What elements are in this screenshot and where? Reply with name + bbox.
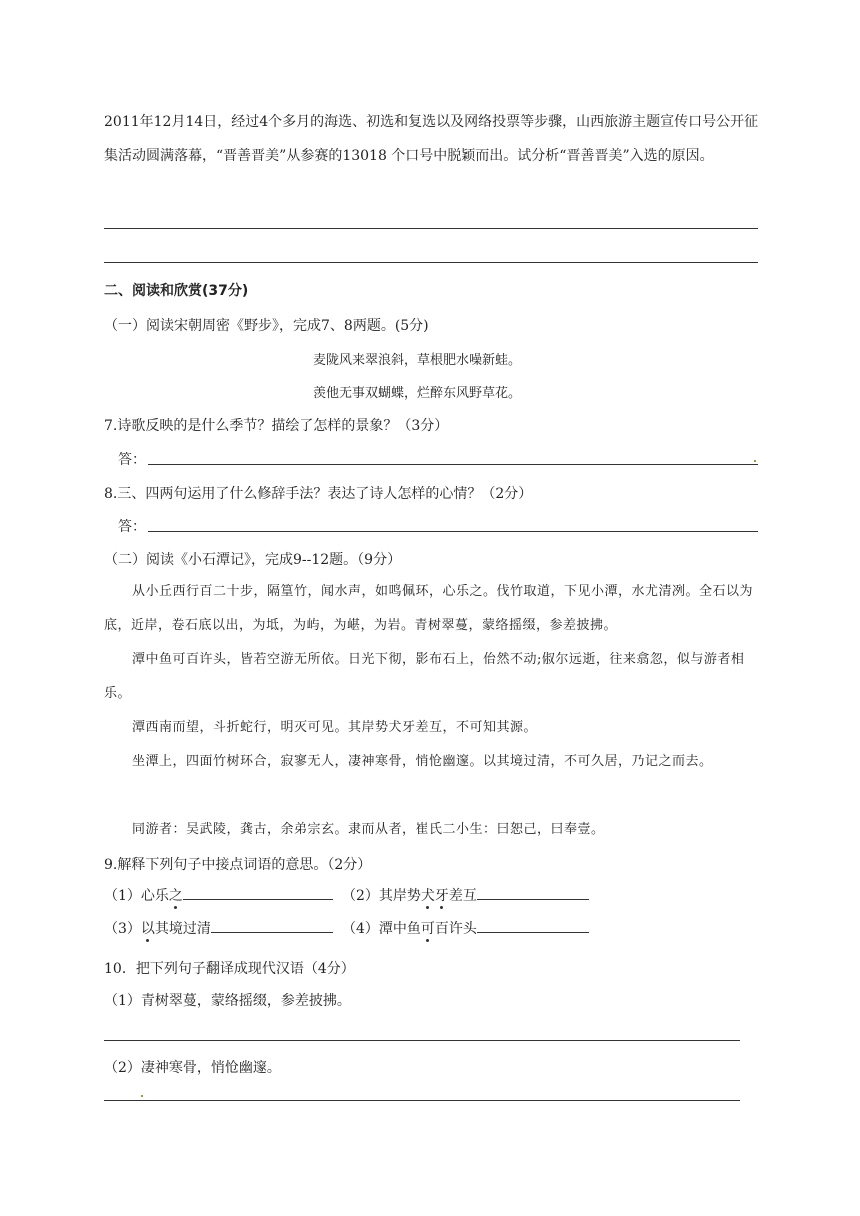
- passage-paragraph: 潭中鱼可百许头，皆若空游无所依。日光下彻，影布石上，佁然不动;俶尔远逝，往来翕忽，似与游者相乐。: [104, 652, 745, 701]
- question-8: 8.三、四两句运用了什么修辞手法？表达了诗人怎样的心情？（2分）: [104, 486, 533, 502]
- poem-line: 羡他无事双蝴蝶，烂醉东风野草花。: [313, 386, 522, 401]
- q10-sentence: （2）凄神寒骨，悄怆幽邃。: [104, 1060, 281, 1076]
- q9-text: （3）: [104, 921, 141, 937]
- q10-sentence: （1）青树翠蔓，蒙络摇缀，参差披拂。: [104, 993, 351, 1009]
- answer-line[interactable]: [148, 464, 758, 465]
- section-heading: 二、阅读和欣赏(37分): [104, 283, 249, 299]
- question-10: 10．把下列句子翻译成现代汉语（4分）: [104, 961, 355, 977]
- q9-text: （2）其岸势: [342, 888, 421, 904]
- fill-blank[interactable]: [477, 917, 589, 933]
- dotted-char: 犬: [420, 888, 435, 904]
- part2-intro: （二）阅读《小石潭记》，完成9--12题。（9分）: [104, 552, 402, 568]
- passage-paragraph: 坐潭上，四面竹树环合，寂寥无人，凄神寒骨，悄怆幽邃。以其境过清，不可久居，乃记之而去。: [132, 754, 713, 769]
- fill-blank[interactable]: [183, 884, 333, 900]
- answer-label: 答：: [118, 519, 146, 535]
- dotted-char: 以: [140, 921, 155, 937]
- q9-text: 其境过清: [154, 921, 211, 937]
- answer-line[interactable]: [148, 531, 758, 532]
- poem-line: 麦陇风来翠浪斜，草根肥水噪新蛙。: [313, 353, 522, 368]
- q9-item-1: [104, 884, 333, 905]
- answer-line[interactable]: [104, 228, 758, 229]
- q9-text: （1）心乐: [104, 888, 169, 904]
- q9-text: 百许头: [434, 921, 477, 937]
- q9-item-4: [342, 917, 589, 938]
- speck-mark: [141, 1095, 143, 1097]
- dotted-char: 之: [168, 888, 183, 904]
- passage-paragraph: 从小丘西行百二十步，隔篁竹，闻水声，如鸣佩环，心乐之。伐竹取道，下见小潭，水尤清冽。全石以为底，近岸，卷石底以出，为坻，为屿，为嵁，为岩。青树翠蔓，蒙络摇缀，参差披拂。: [104, 584, 754, 633]
- answer-label: 答：: [118, 452, 146, 468]
- answer-line[interactable]: [104, 262, 758, 263]
- dotted-char: 牙: [434, 888, 449, 904]
- dotted-char: 可: [420, 921, 435, 937]
- answer-line[interactable]: [104, 1100, 740, 1101]
- intro-paragraph: 2011年12月14日，经过4个多月的海选、初选和复选以及网络投票等步骤，山西旅游主题宣传口号公开征集活动圆满落幕，“晋善晋美”从参赛的13018 个口号中脱颖而出。试分析“晋善晋美”入选的原因。: [104, 114, 759, 164]
- question-7: 7.诗歌反映的是什么季节？描绘了怎样的景象？（3分）: [104, 418, 449, 434]
- fill-blank[interactable]: [477, 884, 589, 900]
- q9-item-2: [342, 884, 589, 905]
- fill-blank[interactable]: [211, 917, 333, 933]
- q9-text: （4）潭中鱼: [342, 921, 421, 937]
- question-9: 9.解释下列句子中接点词语的意思。（2分）: [104, 857, 372, 873]
- q9-item-3: [104, 917, 333, 938]
- speck-mark: [754, 460, 756, 462]
- passage-paragraph: 同游者：吴武陵，龚古，余弟宗玄。隶而从者，崔氏二小生：曰恕己，曰奉壹。: [132, 822, 605, 837]
- q9-text: 差互: [448, 888, 477, 904]
- answer-line[interactable]: [104, 1040, 740, 1041]
- part1-intro: （一）阅读宋朝周密《野步》，完成7、8两题。(5分): [104, 318, 429, 334]
- passage-paragraph: 潭西南而望，斗折蛇行，明灭可见。其岸势犬牙差互，不可知其源。: [132, 720, 538, 735]
